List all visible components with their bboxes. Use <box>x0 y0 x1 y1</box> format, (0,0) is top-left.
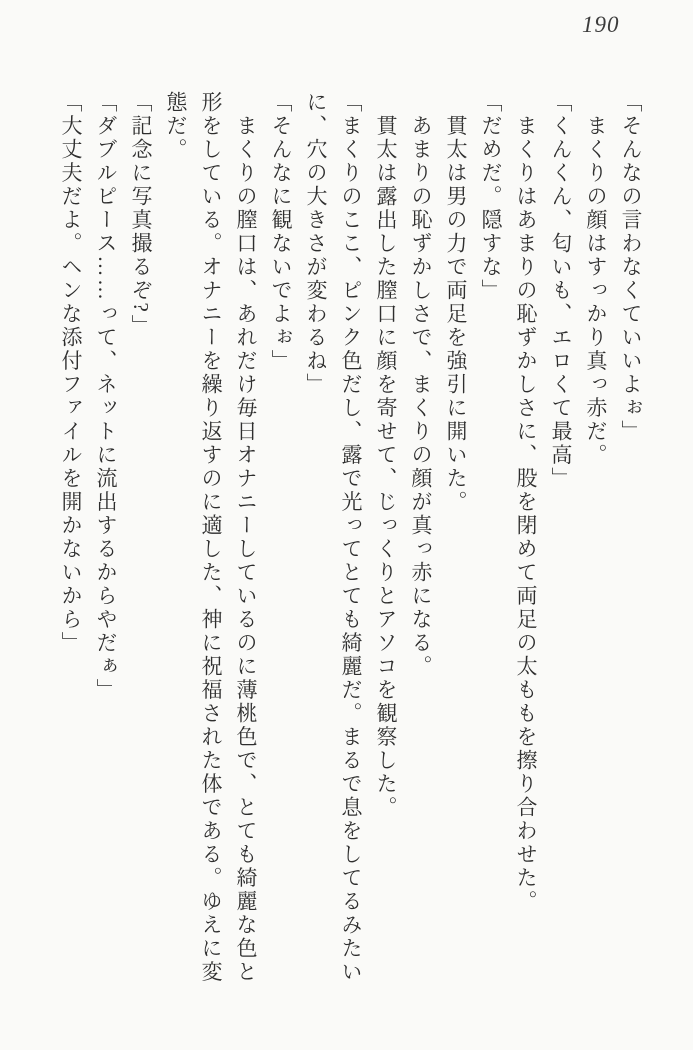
text-line: に、穴の大きさが変わるね」 <box>304 91 328 397</box>
page-number: 190 <box>582 12 620 37</box>
text-line: 「くんくん、匂いも、エロくて最高」 <box>549 91 573 491</box>
text-line: 「そんなに観ないでよぉ」 <box>269 91 293 373</box>
text-line: 「まくりのここ、ピンク色だし、露で光ってとても綺麗だ。まるで息をしてるみたい <box>339 91 363 984</box>
text-line: 形をしている。オナニーを繰り返すのに適した、神に祝福された体である。ゆえに変 <box>199 91 223 984</box>
text-line: 貫太は男の力で両足を強引に開いた。 <box>444 91 468 514</box>
text-line: 「だめだ。隠すな」 <box>479 91 503 303</box>
text-line: 態だ。 <box>164 91 188 162</box>
text-line: 「大丈夫だよ。ヘンな添付ファイルを開かないから」 <box>59 91 83 655</box>
text-line: まくりの膣口は、あれだけ毎日オナニーしているのに薄桃色で、とても綺麗な色と <box>234 91 258 984</box>
text-line: まくりの顔はすっかり真っ赤だ。 <box>584 91 608 467</box>
text-line: 「ダブルピース……って、ネットに流出するからやだぁ」 <box>94 91 118 702</box>
text-line: 「そんなの言わなくていいよぉ」 <box>619 91 643 444</box>
text-line: 「記念に写真撮るぞ?」 <box>129 91 153 338</box>
text-line: まくりはあまりの恥ずかしさに、股を閉めて両足の太ももを擦り合わせた。 <box>514 91 538 914</box>
text-line: 貫太は露出した膣口に顔を寄せて、じっくりとアソコを観察した。 <box>374 91 398 820</box>
body-text <box>53 91 648 997</box>
text-line: あまりの恥ずかしさで、まくりの顔が真っ赤になる。 <box>409 91 433 679</box>
